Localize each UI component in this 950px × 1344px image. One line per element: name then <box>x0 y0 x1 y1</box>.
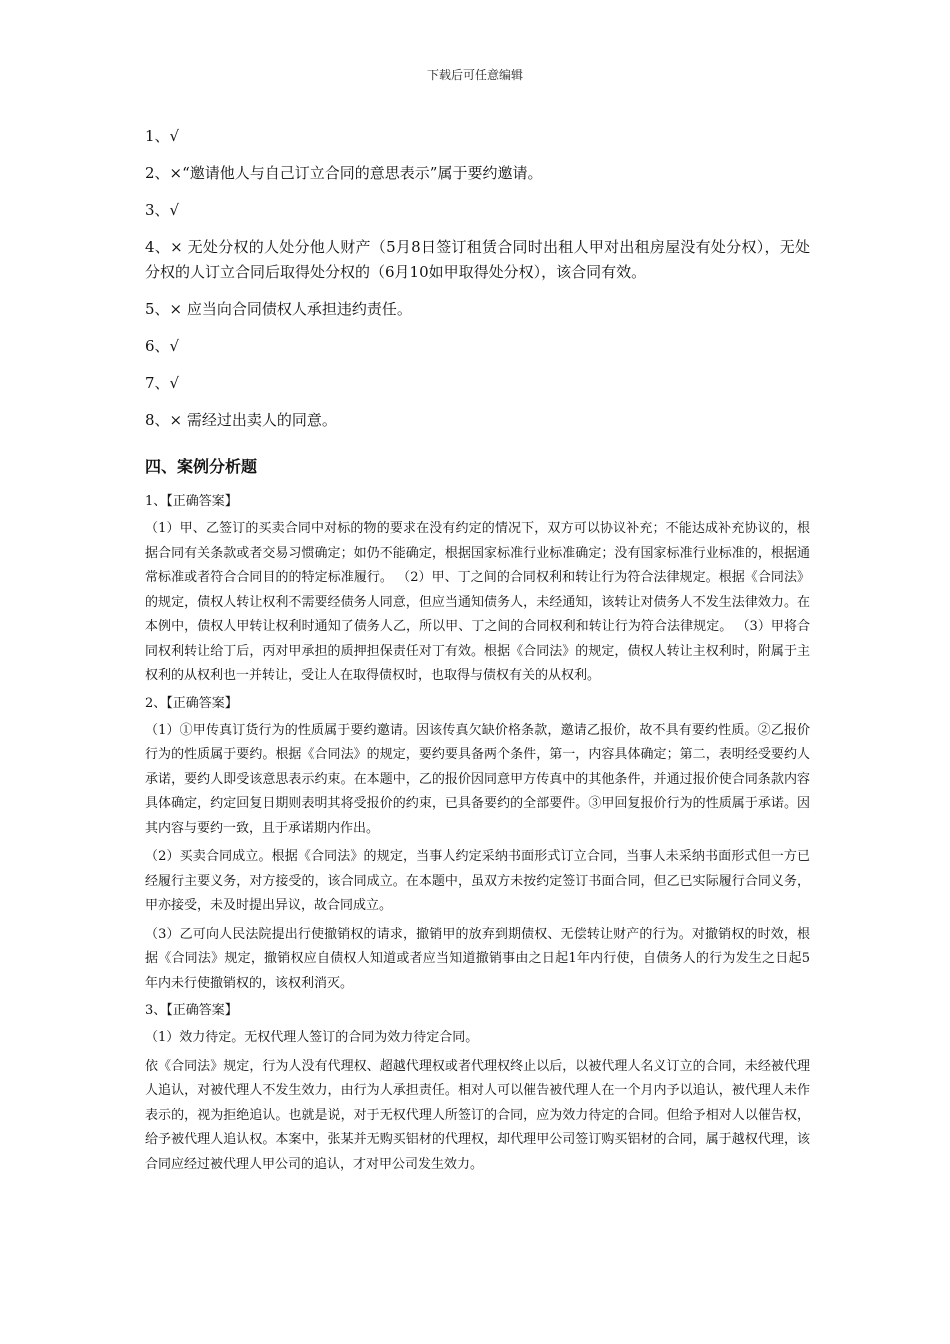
section-title: 四、案例分析题 <box>145 457 258 476</box>
case-2-paragraph-2: （2）买卖合同成立。根据《合同法》的规定，当事人约定采纳书面形式订立合同，当事人未采纳书面形式但一方已经履行主要义务，对方接受的，该合同成立。在本题中，虽双方未按约定签订书面合同，但乙已实际履行合同义务，甲亦接受，未及时提出异议，故合同成立。 <box>145 849 810 913</box>
case-3-paragraph-1: （1）效力待定。无权代理人签订的合同为效力待定合同。 <box>145 1030 479 1045</box>
case-3-paragraph-2: 依《合同法》规定，行为人没有代理权、超越代理权或者代理权终止以后，以被代理人名义订立的合同，未经被代理人追认，对被代理人不发生效力，由行为人承担责任。相对人可以催告被代理人在一个月内予以追认，被代理人未作表示的，视为拒绝追认。也就是说，对于无权代理人所签订的合同，应为效力待定的合同。但给予相对人以催告权，给予被代理人追认权。本案中，张某并无购买铝材的代理权，却代理甲公司签订购买铝材的合同，属于越权代理，该合同应经过被代理人甲公司的追认，才对甲公司发生效力。 <box>145 1058 810 1172</box>
page-header: 下载后可任意编辑 <box>426 68 523 82</box>
answer-item-1: 1、√ <box>145 127 180 145</box>
answer-item-2: 2、×“邀请他人与自己订立合同的意思表示”属于要约邀请。 <box>145 164 543 182</box>
case-2-paragraph-1: （1）①甲传真订货行为的性质属于要约邀请。因该传真欠缺价格条款，邀请乙报价，故不具有要约性质。②乙报价行为的性质属于要约。根据《合同法》的规定，要约要具备两个条件，第一，内容具体确定；第二，表明经受要约人承诺，要约人即受该意思表示约束。在本题中，乙的报价因同意甲方传真中的其他条件，并通过报价使合同条款内容具体确定，约定回复日期则表明其将受报价的约束，已具备要约的全部要件。③甲回复报价行为的性质属于承诺。因其内容与要约一致，且于承诺期内作出。 <box>145 722 810 836</box>
case-2-heading: 2、【正确答案】 <box>145 695 238 711</box>
case-3-heading: 3、【正确答案】 <box>145 1003 238 1018</box>
case-1-paragraph: （1）甲、乙签订的买卖合同中对标的物的要求在没有约定的情况下，双方可以协议补充；不能达成补充协议的，根据合同有关条款或者交易习惯确定；如仍不能确定，根据国家标准行业标准确定；没有国家标准行业标准的，根据通常标准或者符合合同目的的特定标准履行。 （2）甲、丁之间的合同权利和转让行为符合法律规定。根据《合同法》的规定，债权人转让权利不需要经债务人同意，但应当通知债务人，未经通知，该转让对债务人不发生法律效力。在本例中，债权人甲转让权利时通知了债务人乙，所以甲、丁之间的合同权利和转让行为符合法律规定。 （3）甲将合同权利转让给丁后，丙对甲承担的质押担保责任对丁有效。根据《合同法》的规定，债权人转让主权利时，附属于主权利的从权利也一并转让，受让人在取得债权时，也取得与债权有关的从权利。 <box>145 521 810 683</box>
case-1-heading: 1、【正确答案】 <box>145 494 238 509</box>
answer-item-4: 4、× 无处分权的人处分他人财产（5月8日签订租赁合同时出租人甲对出租房屋没有处分权），无处分权的人订立合同后取得处分权的（6月10如甲取得处分权），该合同有效。 <box>145 238 810 281</box>
case-2-paragraph-3: （3）乙可向人民法院提出行使撤销权的请求，撤销甲的放弃到期债权、无偿转让财产的行为。对撤销权的时效，根据《合同法》规定，撤销权应自债权人知道或者应当知道撤销事由之日起1年内行使，自债务人的行为发生之日起5年内未行使撤销权的，该权利消灭。 <box>145 926 810 991</box>
document-body <box>145 120 810 1181</box>
answer-item-7: 7、√ <box>145 374 180 392</box>
answer-item-8: 8、× 需经过出卖人的同意。 <box>145 411 337 429</box>
answer-item-6: 6、√ <box>145 337 180 355</box>
answer-item-5: 5、× 应当向合同债权人承担违约责任。 <box>145 300 412 318</box>
answer-item-3: 3、√ <box>145 201 180 219</box>
